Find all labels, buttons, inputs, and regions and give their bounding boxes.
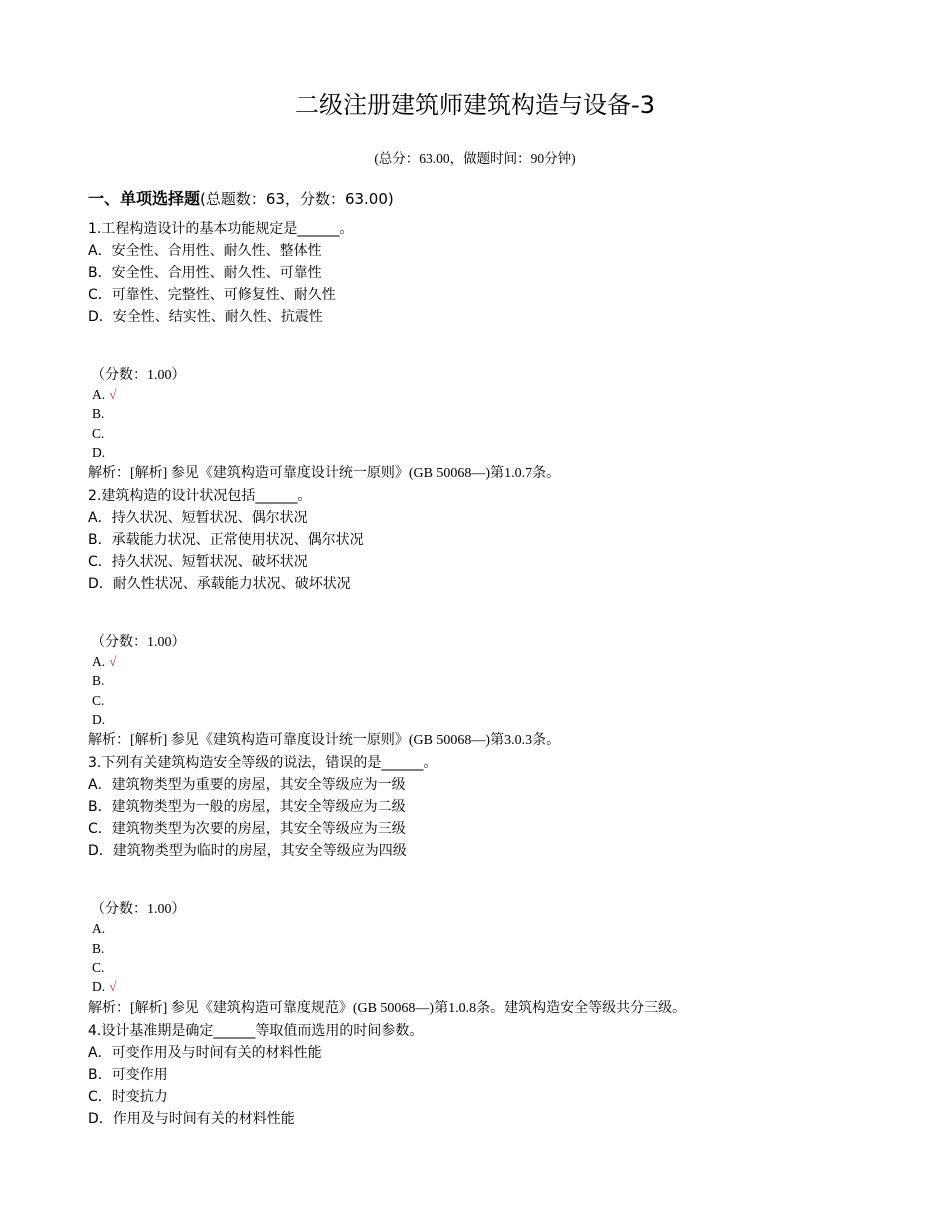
question-list <box>88 218 908 1130</box>
option-b: B．建筑物类型为一般的房屋，其安全等级应为二级 <box>88 799 406 816</box>
answer-label: D. <box>92 444 106 460</box>
question-1 <box>88 218 908 485</box>
answer-label: B. <box>92 406 105 422</box>
answer-a <box>92 385 908 404</box>
answer-c <box>92 958 908 977</box>
answer-a <box>92 652 908 671</box>
answer-label: B. <box>92 673 105 689</box>
answer-label: D. <box>92 979 106 995</box>
answer-b <box>92 939 908 958</box>
answer-label: A. <box>92 387 106 402</box>
answer-c <box>92 424 908 443</box>
question-stem: 2.建筑构造的设计状况包括______。 <box>88 488 312 505</box>
option-b: B．可变作用 <box>88 1066 168 1083</box>
option-a: A．可变作用及与时间有关的材料性能 <box>88 1044 322 1061</box>
answer-label: C. <box>92 959 105 975</box>
option-c: C．持久状况、短暂状况、破坏状况 <box>88 554 308 571</box>
option-a: A．持久状况、短暂状况、偶尔状况 <box>88 510 308 527</box>
check-mark-icon: √ <box>109 979 117 995</box>
option-b: B．承载能力状况、正常使用状况、偶尔状况 <box>88 532 364 549</box>
option-d: D．作用及与时间有关的材料性能 <box>88 1110 295 1127</box>
answer-d <box>92 710 908 729</box>
question-stem: 3.下列有关建筑构造安全等级的说法，错误的是______。 <box>88 755 438 772</box>
option-a: A．安全性、合用性、耐久性、整体性 <box>88 243 322 259</box>
question-4 <box>88 1020 908 1130</box>
question-score: （分数：1.00） <box>91 368 186 383</box>
question-analysis: 解析：[解析] 参见《建筑构造可靠度设计统一原则》(GB 50068—)第3.0.3条。 <box>88 733 561 749</box>
answer-a <box>92 919 908 938</box>
option-c: C．建筑物类型为次要的房屋，其安全等级应为三级 <box>88 821 406 838</box>
section-heading <box>88 188 394 211</box>
question-stem: 4.设计基准期是确定______等取值而选用的时间参数。 <box>88 1022 424 1039</box>
option-b: B．安全性、合用性、耐久性、可靠性 <box>88 265 322 281</box>
question-score: （分数：1.00） <box>91 635 186 651</box>
check-mark-icon: √ <box>109 387 117 402</box>
answer-b <box>92 404 908 423</box>
section-heading-bold: 一、单项选择题 <box>88 189 201 208</box>
option-d: D．建筑物类型为临时的房屋，其安全等级应为四级 <box>88 843 407 860</box>
answer-label: C. <box>92 425 105 441</box>
answer-label: C. <box>92 692 105 708</box>
question-score: （分数：1.00） <box>91 902 186 918</box>
check-mark-icon: √ <box>109 654 117 670</box>
answer-label: B. <box>92 940 105 956</box>
option-c: C．可靠性、完整性、可修复性、耐久性 <box>88 287 336 303</box>
document-title: 二级注册建筑师建筑构造与设备-3 <box>295 91 655 119</box>
question-analysis: 解析：[解析] 参见《建筑构造可靠度设计统一原则》(GB 50068—)第1.0.7条。 <box>88 466 561 482</box>
option-d: D．耐久性状况、承载能力状况、破坏状况 <box>88 576 351 593</box>
section-heading-rest: (总题数：63，分数：63.00) <box>200 190 394 208</box>
answer-b <box>92 671 908 690</box>
option-c: C．时变抗力 <box>88 1088 168 1105</box>
question-2 <box>88 485 908 752</box>
answer-label: A. <box>92 921 106 937</box>
question-analysis: 解析：[解析] 参见《建筑构造可靠度规范》(GB 50068—)第1.0.8条。建筑构造安全等级共分三级。 <box>88 1000 687 1016</box>
exam-meta: (总分：63.00，做题时间：90分钟) <box>374 151 576 166</box>
option-a: A．建筑物类型为重要的房屋，其安全等级应为一级 <box>88 777 406 794</box>
answer-label: A. <box>92 654 106 670</box>
answer-label: D. <box>92 712 106 728</box>
question-3 <box>88 752 908 1019</box>
answer-d <box>92 977 908 996</box>
question-stem: 1.工程构造设计的基本功能规定是______。 <box>88 221 354 237</box>
answer-d <box>92 443 908 462</box>
answer-c <box>92 691 908 710</box>
option-d: D．安全性、结实性、耐久性、抗震性 <box>88 309 323 325</box>
